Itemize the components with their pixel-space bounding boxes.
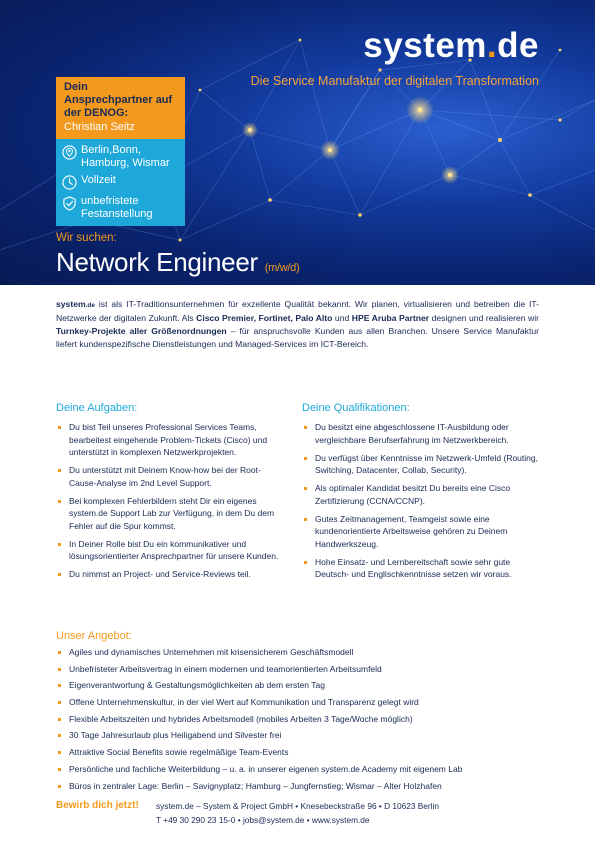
list-item: In Deiner Rolle bist Du ein kommunikativer und lösungsorientierter Ansprechpartner für unsere Kunden.: [56, 538, 288, 563]
contact-line[interactable]: T +49 30 290 23 15-0 • jobs@system.de • www.system.de: [156, 815, 370, 825]
offer-title: Unser Angebot:: [56, 630, 132, 642]
list-item: Büros in zentraler Lage: Berlin – Savignyplatz; Hamburg – Jungfernstieg; Wismar – Alter Holzhafen: [56, 780, 539, 793]
detail-location: Berlin,Bonn, Hamburg, Wismar: [62, 144, 181, 169]
gender-suffix: (m/w/d): [264, 262, 300, 274]
contact-box: [56, 77, 185, 226]
tasks-list: [56, 421, 288, 581]
we-search-label: Wir suchen:: [56, 232, 117, 244]
list-item: Du besitzt eine abgeschlossene IT-Ausbildung oder vergleichbare Berufserfahrung im Netzwerkbereich.: [302, 421, 542, 446]
list-item: Unbefristeter Arbeitsvertrag in einem modernen und teamorientierten Arbeitsumfeld: [56, 663, 539, 676]
list-item: Du nimmst an Project- und Service-Reviews teil.: [56, 568, 288, 581]
detail-contract: unbefristete Festanstellung: [62, 195, 181, 220]
job-title: Network Engineer (m/w/d): [56, 247, 300, 277]
footer: [56, 800, 539, 830]
list-item: Du unterstützt mit Deinem Know-how bei der Root-Cause-Analyse im 2nd Level Support.: [56, 464, 288, 489]
brand-name: system.de: [56, 299, 96, 309]
list-item: Du verfügst über Kenntnisse im Netzwerk-Umfeld (Routing, Switching, Datacenter, Collab, Security).: [302, 452, 542, 477]
qualifications-list: [302, 421, 542, 581]
tasks-title: Deine Aufgaben:: [56, 402, 138, 414]
offer-section: [56, 630, 539, 796]
apply-now-label: Bewirb dich jetzt!: [56, 800, 139, 811]
list-item: Als optimaler Kandidat besitzt Du bereits eine Cisco Zertifizierung (CCNA/CCNP).: [302, 482, 542, 507]
detail-worktime: Vollzeit: [62, 174, 181, 190]
list-item: Hohe Einsatz- und Lernbereitschaft sowie sehr gute Deutsch- und Englischkenntnisse setzen wir voraus.: [302, 556, 542, 581]
location-pin-icon: [62, 145, 77, 160]
list-item: Flexible Arbeitszeiten und hybrides Arbeitsmodell (mobiles Arbeiten 3 Tage/Woche möglich): [56, 713, 539, 726]
list-item: Bei komplexen Fehlerbildern steht Dir ein eigenes system.de Support Lab zur Verfügung, in dem Du dem Fehler auf die Spur kommst.: [56, 495, 288, 533]
list-item: Du bist Teil unseres Professional Services Teams, bearbeitest eingehende Problem-Tickets (Cisco) und unterstützt in komplexen Netzwerkprojekten.: [56, 421, 288, 459]
list-item: 30 Tage Jahresurlaub plus Heiligabend und Silvester frei: [56, 729, 539, 742]
qualifications-title: Deine Qualifikationen:: [302, 402, 410, 414]
contact-heading: Dein Ansprechpartner auf der DENOG:: [64, 81, 173, 119]
company-address: system.de – System & Project GmbH • Knesebeckstraße 96 • D 10623 Berlin: [156, 801, 439, 811]
list-item: Attraktive Social Benefits sowie regelmäßige Team-Events: [56, 746, 539, 759]
tasks-section: [56, 402, 288, 586]
company-logo: system.de: [363, 26, 539, 65]
job-details: [56, 139, 185, 226]
list-item: Agiles und dynamisches Unternehmen mit krisensicherem Geschäftsmodell: [56, 646, 539, 659]
hero-banner: [0, 0, 595, 285]
list-item: Eigenverantwortung & Gestaltungsmöglichkeiten ab dem ersten Tag: [56, 679, 539, 692]
qualifications-section: [302, 402, 542, 586]
tagline: Die Service Manufaktur der digitalen Transformation: [250, 74, 539, 88]
contact-name: Christian Seitz: [64, 121, 135, 133]
check-shield-icon: [62, 196, 77, 211]
intro-paragraph: system.de ist als IT-Traditionsunternehmen für exzellente Qualität bekannt. Wir planen, virtualisieren und betreiben die IT-Netzwerke der digitalen Zukunft. Als Cisco Premier, Fortinet, Palo Alto und HPE Aruba Partner designen und realisieren wir Turnkey-Projekte aller Größenordnungen – für anspruchsvolle Kunden aus allen Branchen. Unsere Service Manufaktur liefert kundenspezifische Dienstleistungen und Managed-Services im ICT-Bereich.: [56, 299, 540, 349]
list-item: Gutes Zeitmanagement, Teamgeist sowie eine kundenorientierte Arbeitsweise gehören zu Deinem Handwerkszeug.: [302, 513, 542, 551]
clock-icon: [62, 175, 77, 190]
list-item: Offene Unternehmenskultur, in der viel Wert auf Kommunikation und Transparenz gelegt wird: [56, 696, 539, 709]
offer-list: [56, 646, 539, 792]
list-item: Persönliche und fachliche Weiterbildung – u. a. in unserer eigenen system.de Academy mit eigenem Lab: [56, 763, 539, 776]
contact-header: [56, 77, 185, 139]
